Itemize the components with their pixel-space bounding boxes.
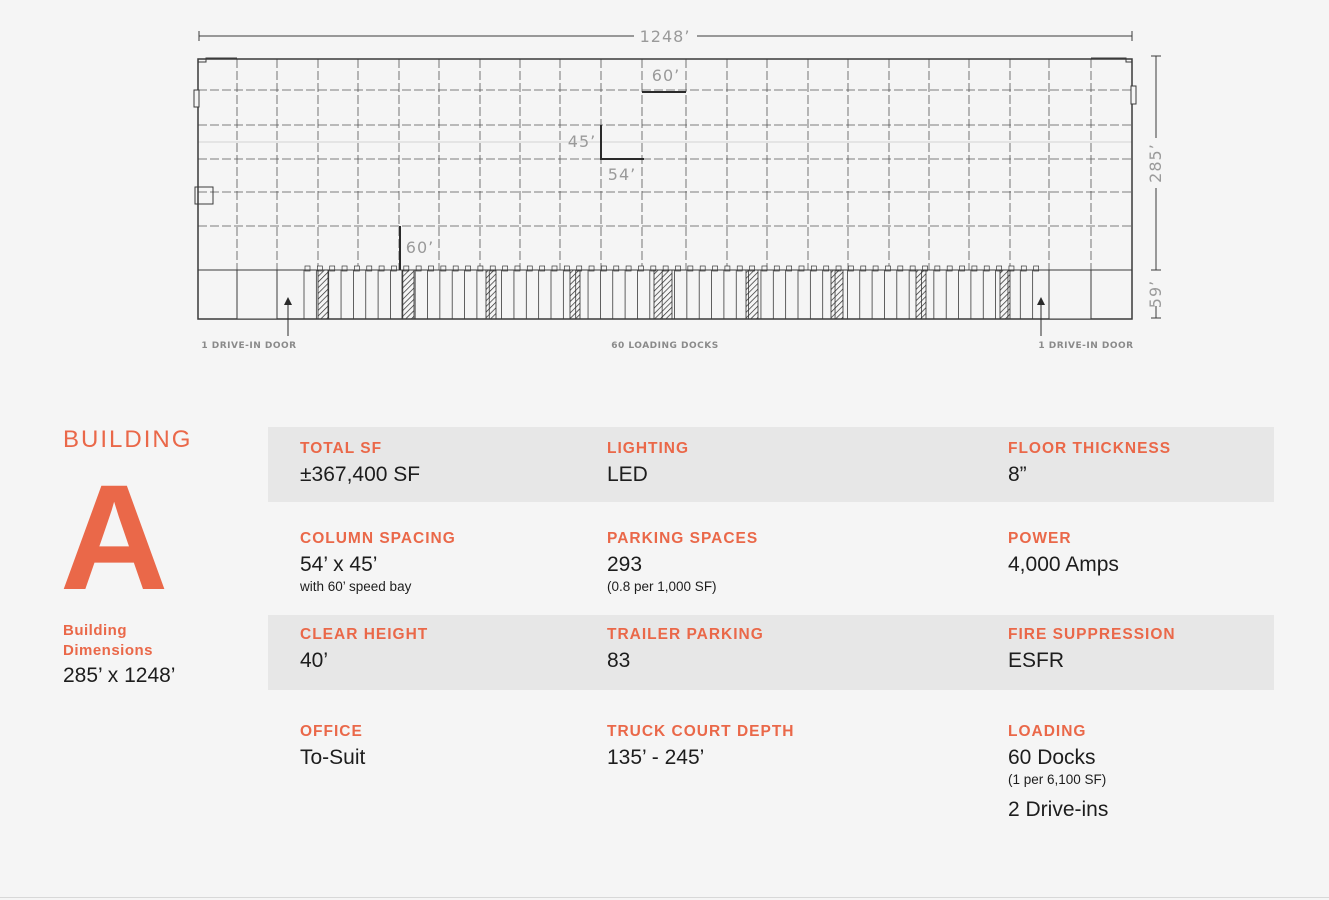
- hatched-stair-block: [746, 270, 758, 319]
- spec-label: COLUMN SPACING: [300, 530, 456, 547]
- building-dimensions-value: 285’ x 1248’: [63, 664, 176, 687]
- spec-clear-height: [300, 625, 428, 674]
- spec-office: [300, 722, 365, 771]
- spec-label: PARKING SPACES: [607, 530, 759, 547]
- spec-label: TRAILER PARKING: [607, 626, 764, 643]
- spec-value: 293: [607, 553, 643, 576]
- spec-label: TOTAL SF: [300, 440, 383, 457]
- left-vestibule: [194, 90, 199, 107]
- spec-fire-suppression: [1008, 625, 1176, 674]
- spec-value: LED: [607, 463, 648, 486]
- spec-value: 135’ - 245’: [607, 746, 705, 769]
- spec-value: 60 Docks: [1008, 746, 1096, 769]
- right-office: [1049, 270, 1091, 319]
- spec-label: FIRE SUPPRESSION: [1008, 626, 1176, 643]
- building-letter: A: [60, 453, 169, 621]
- left-drive-in-arrowhead: [284, 297, 292, 305]
- spec-value: 54’ x 45’: [300, 553, 378, 576]
- spec-note: (1 per 6,100 SF): [1008, 772, 1107, 787]
- hatched-stair-block: [1000, 270, 1010, 319]
- spec-label: LOADING: [1008, 723, 1087, 740]
- length-dimension-label: 1248’: [639, 27, 691, 46]
- spec-note: with 60’ speed bay: [300, 579, 412, 594]
- spec-value: ESFR: [1008, 649, 1065, 672]
- spec-note: (0.8 per 1,000 SF): [607, 579, 717, 594]
- spec-value: 4,000 Amps: [1008, 553, 1119, 576]
- spec-loading: [1008, 722, 1108, 823]
- spec-value: ±367,400 SF: [300, 463, 421, 486]
- hatched-stair-block: [318, 270, 328, 319]
- hatched-stair-block: [402, 270, 414, 319]
- building-dimensions-label: Building Dimensions: [63, 622, 154, 659]
- spec-total-sf: [300, 439, 420, 488]
- spec-value: 40’: [300, 649, 329, 672]
- spec-value: 83: [607, 649, 631, 672]
- truck-court-dimension-label: 59’: [1146, 279, 1165, 309]
- right-drive-in-arrowhead: [1037, 297, 1045, 305]
- spec-trailer-parking: [607, 625, 764, 674]
- spec-label: TRUCK COURT DEPTH: [607, 723, 795, 740]
- left-drive-in-caption: 1 DRIVE-IN DOOR: [201, 341, 297, 351]
- hatched-stair-block: [570, 270, 580, 319]
- hatched-stair-block: [486, 270, 496, 319]
- speed-bay-label: 60’: [651, 66, 681, 85]
- loading-docks-caption: 60 LOADING DOCKS: [611, 341, 719, 351]
- building-floor-plan: [0, 0, 1329, 360]
- spec-truck-court-depth: [607, 722, 795, 771]
- bay-depth-label: 45’: [567, 132, 597, 151]
- spec-column-spacing: [300, 529, 456, 596]
- spec-label: FLOOR THICKNESS: [1008, 440, 1172, 457]
- spec-label: POWER: [1008, 530, 1072, 547]
- spec-power: [1008, 529, 1119, 578]
- left-office: [237, 270, 277, 319]
- bay-width-label: 54’: [607, 165, 637, 184]
- spec-value-secondary: 2 Drive-ins: [1008, 798, 1109, 821]
- hatched-stair-block: [831, 270, 843, 319]
- hatched-stair-block: [654, 270, 672, 319]
- spec-parking-spaces: [607, 529, 758, 596]
- spec-label: CLEAR HEIGHT: [300, 626, 429, 643]
- depth-dimension-label: 285’: [1146, 143, 1165, 183]
- spec-lighting: [607, 439, 689, 488]
- spec-value: 8”: [1008, 463, 1027, 486]
- spec-value: To-Suit: [300, 746, 366, 769]
- spec-label: OFFICE: [300, 723, 363, 740]
- spec-label: LIGHTING: [607, 440, 690, 457]
- hatched-stair-block: [916, 270, 926, 319]
- column-grid: [198, 59, 1132, 270]
- dock-bay-label: 60’: [405, 238, 435, 257]
- spec-floor-thickness: [1008, 439, 1171, 488]
- right-drive-in-caption: 1 DRIVE-IN DOOR: [1038, 341, 1134, 351]
- building-heading: BUILDING: [63, 426, 193, 453]
- page-bottom-rule: [0, 897, 1329, 898]
- right-vestibule: [1131, 86, 1136, 104]
- loading-dock-doors: [304, 266, 1039, 319]
